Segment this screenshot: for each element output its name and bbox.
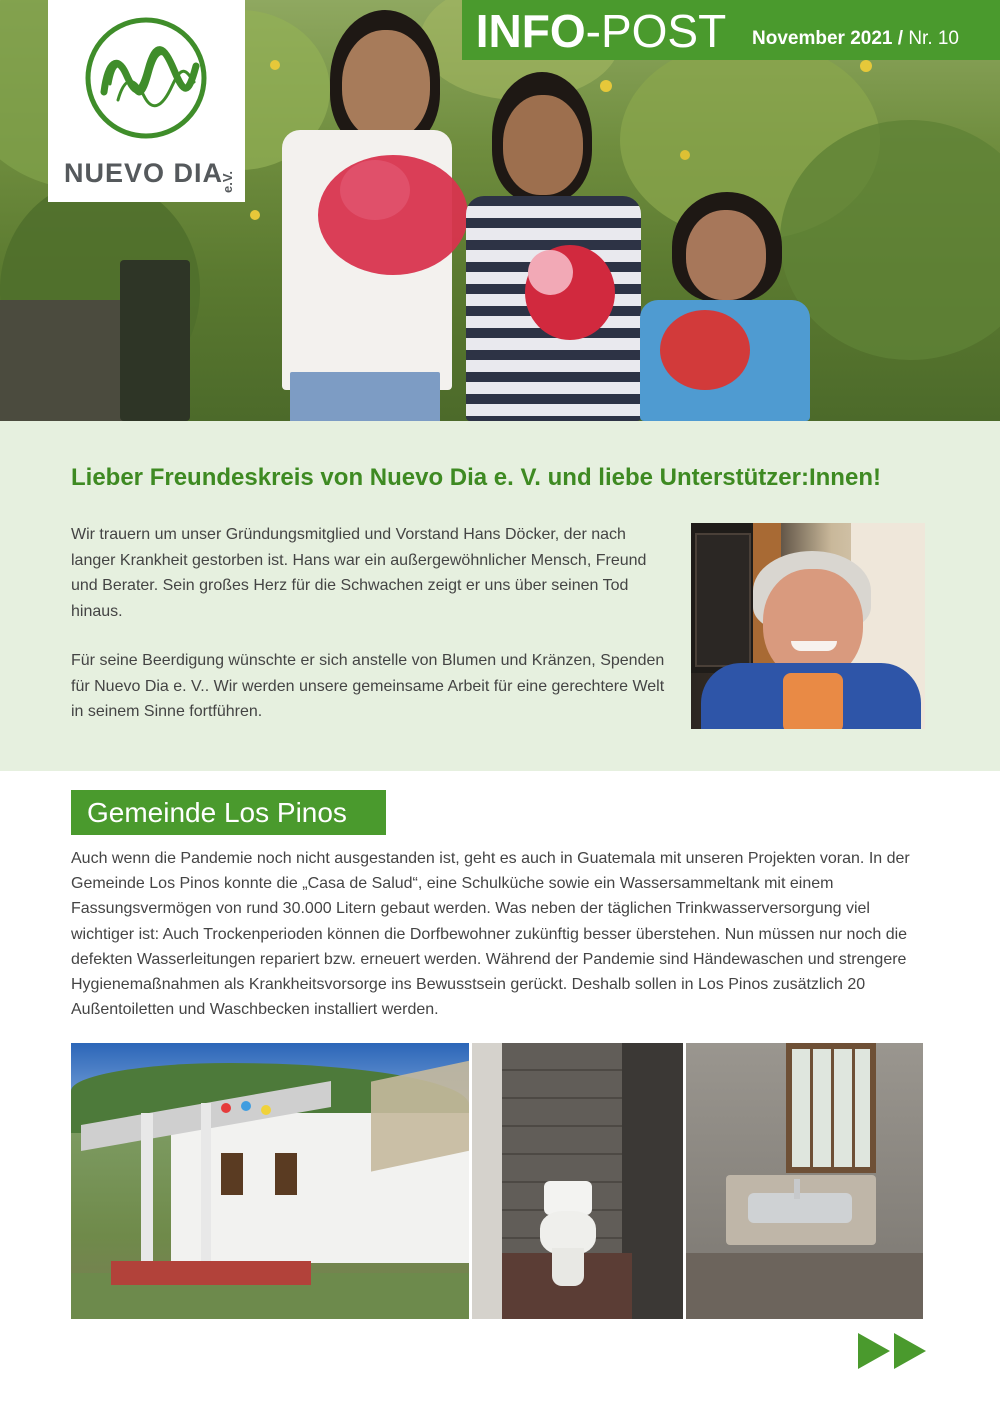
intro-paragraph-1: Wir trauern um unser Gründungsmitglied und Vorstand Hans Döcker, der nach langer Krankheit gestorben ist. Hans war ein außergewöhnlicher Mensch, Freund und Berater. Sein großes Herz für die Schwachen zeigt er uns über seinen Tod hinaus. [71,526,647,620]
nuevo-dia-logo-icon [48,0,245,150]
issue-background [740,0,1000,60]
photo-toilet [472,1043,683,1319]
section-title: Gemeinde Los Pinos [87,797,347,828]
issue-date: November 2021 [752,28,893,49]
intro-paragraph-2: Für seine Beerdigung wünschte er sich anstelle von Blumen und Kränzen, Spenden für Nuevo Dia e. V.. Wir werden unsere gemeinsame Arbeit für eine gerechtere Welt in seinem Sinne fortführen. [71,652,665,720]
double-arrow-right-icon[interactable] [858,1331,928,1371]
brand-name: NUEVO DIA [64,158,224,188]
section-body: Auch wenn die Pandemie noch nicht ausgestanden ist, geht es auch in Guatemala mit unseren Projekten voran. In der Gemeinde Los Pinos konnte die „Casa de Salud“, eine Schulküche sowie ein Wassersammeltank mit einem Fassungsvermögen von rund 30.000 Litern gebaut werden. Was neben der täglichen Trinkwasserversorgung viel wichtiger ist: Auch Trockenperioden können die Dorfbewohner zukünftig besser überstehen. Nun müssen nur noch die defekten Wasserleitungen repariert bzw. erneuert werden. Während der Pandemie sind Händewaschen und strengere Hygienemaßnahmen als Krankheitsvorsorge ins Bewusstsein gerückt. Deshalb sollen in Los Pinos zusätzlich 20 Außentoiletten und Waschbecken installiert werden. [71,850,910,1019]
issue-number: Nr. 10 [908,28,960,49]
publication-title [462,0,740,60]
issue-label [752,28,959,50]
section-title-box [71,790,386,835]
publication-title-rest: -POST [585,5,727,57]
intro-heading: Lieber Freundeskreis von Nuevo Dia e. V. und liebe Unterstützer:Innen! [71,464,881,491]
photo-health-house [71,1043,469,1319]
photo-sink [686,1043,923,1319]
brand-logo[interactable] [48,0,245,202]
publication-title-bold: INFO [475,5,586,57]
issue-separator: / [892,28,909,49]
brand-suffix: e.V. [220,171,235,193]
portrait-photo [691,523,925,729]
intro-section [0,421,1000,771]
